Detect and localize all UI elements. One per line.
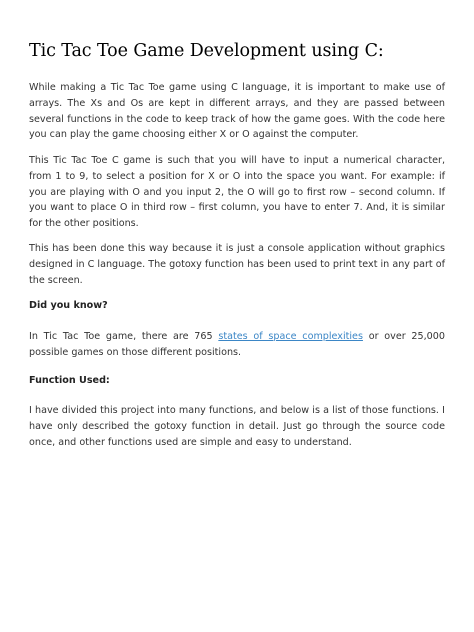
did-you-know-paragraph [29, 329, 445, 361]
input-explanation-paragraph: This Tic Tac Toe C game is such that you will have to input a numerical character, from 1 to 9, to select a position for X or O into the space you want. For example: if you are playing with O and you input 2, the O will go to first row – second column. If you want to place O in third row – first column, you have to enter 7. And, it is similar for the other positions. [29, 155, 445, 230]
console-paragraph: This has been done this way because it is just a console application without graphics designed in C language. The gotoxy function has been used to print text in any part of the screen. [29, 243, 445, 286]
functions-paragraph: I have divided this project into many functions, and below is a list of those functions. I have only described the gotoxy function in detail. Just go through the source code once, and other functions used are simple and easy to understand. [29, 405, 445, 448]
did-you-know-text-before: In Tic Tac Toe game, there are 765 [29, 331, 219, 342]
function-used-heading: Function Used: [29, 375, 110, 386]
space-complexities-link[interactable]: states of space complexities [218, 331, 363, 342]
intro-paragraph: While making a Tic Tac Toe game using C language, it is important to make use of arrays. The Xs and Os are kept in different arrays, and they are passed between several functions in the code to keep track of how the game goes. With the code here you can play the game choosing either X or O against the computer. [29, 82, 445, 141]
page-title: Tic Tac Toe Game Development using C: [29, 41, 384, 61]
did-you-know-heading: Did you know? [29, 300, 108, 311]
did-you-know-text-after: or over 25,000 possible games on those different positions. [29, 331, 445, 358]
